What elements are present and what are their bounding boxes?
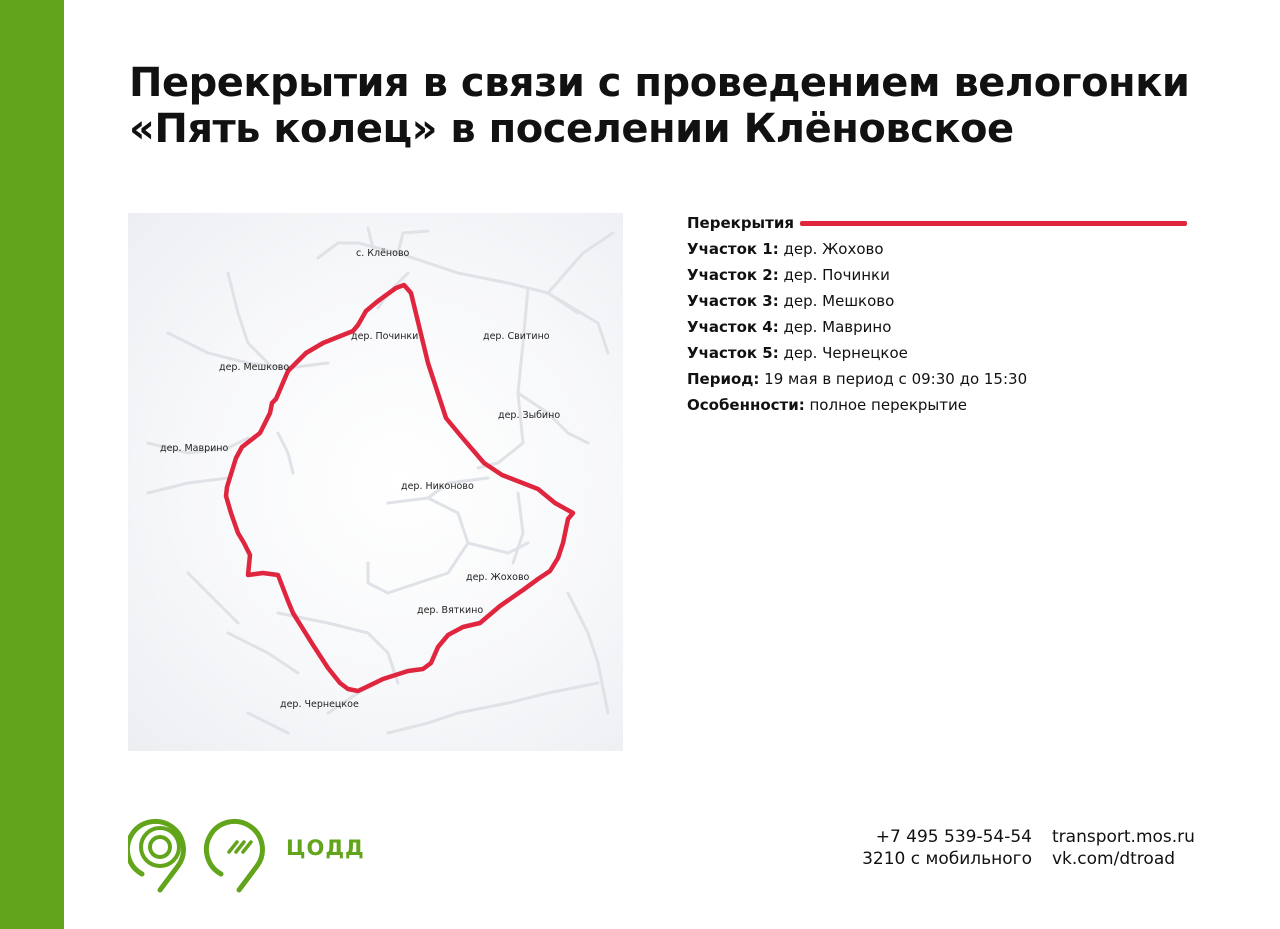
contact-vk[interactable]: vk.com/dtroad — [1052, 849, 1176, 869]
contacts-web — [1052, 826, 1195, 870]
legend-row — [687, 392, 1187, 418]
road — [568, 593, 608, 713]
map-label-vyatkino: дер. Вяткино — [417, 605, 484, 616]
road — [248, 713, 288, 733]
logo-mark-icon — [128, 814, 278, 894]
map-label-nikonovo: дер. Никоново — [401, 481, 474, 492]
road — [188, 573, 238, 623]
legend-heading: Перекрытия — [687, 214, 794, 232]
map-label-pochinki: дер. Починки — [351, 331, 419, 342]
route-map — [128, 213, 623, 751]
legend-row-label: Период: — [687, 370, 760, 388]
map-canvas — [128, 213, 623, 751]
legend-row — [687, 236, 1187, 262]
road — [548, 293, 608, 353]
legend-row-value: дер. Маврино — [778, 318, 892, 336]
codd-logo — [128, 814, 368, 894]
map-label-zybino: дер. Зыбино — [498, 410, 561, 421]
legend-heading-row — [687, 210, 1187, 236]
legend-row — [687, 288, 1187, 314]
contact-site[interactable]: transport.mos.ru — [1052, 827, 1195, 847]
map-label-chernetskoe: дер. Чернецкое — [280, 699, 359, 710]
legend-row — [687, 340, 1187, 366]
map-label-meshkovo: дер. Мешково — [219, 362, 290, 373]
legend-row-value: 19 мая в период с 09:30 до 15:30 — [759, 370, 1028, 388]
road — [318, 243, 358, 258]
road — [388, 683, 598, 733]
legend — [687, 210, 1187, 418]
title-line-1: Перекрытия в связи с проведением велогонки — [129, 60, 1190, 106]
road — [278, 433, 293, 473]
legend-row-label: Участок 2: — [687, 266, 779, 284]
legend-row-value: дер. Чернецкое — [778, 344, 908, 362]
legend-row-label: Участок 4: — [687, 318, 779, 336]
page-title — [129, 60, 1229, 152]
title-line-2: «Пять колец» в поселении Клёновское — [129, 106, 1014, 152]
legend-row-label: Участок 1: — [687, 240, 779, 258]
closure-route — [226, 285, 573, 691]
legend-row — [687, 314, 1187, 340]
logo-text: ЦОДД — [286, 836, 365, 860]
map-label-klenovo: с. Клёново — [356, 248, 410, 259]
roads — [148, 228, 613, 733]
contact-mobile: 3210 с мобильного — [862, 849, 1032, 869]
road — [228, 633, 298, 673]
legend-row-label: Участок 5: — [687, 344, 779, 362]
contacts-phones — [840, 826, 1032, 870]
road — [368, 498, 468, 593]
legend-rows — [687, 236, 1187, 418]
road — [548, 233, 613, 293]
road — [478, 288, 528, 468]
map-label-zhokhovo: дер. Жохово — [466, 572, 530, 583]
road — [148, 478, 228, 493]
legend-row-label: Участок 3: — [687, 292, 779, 310]
contact-phone: +7 495 539-54-54 — [875, 827, 1032, 847]
legend-row — [687, 262, 1187, 288]
map-label-mavrino: дер. Маврино — [160, 443, 229, 454]
legend-row-value: дер. Жохово — [778, 240, 884, 258]
legend-row-value: дер. Починки — [778, 266, 890, 284]
legend-row-value: дер. Мешково — [778, 292, 895, 310]
legend-closure-line — [800, 221, 1187, 226]
road — [228, 273, 268, 363]
road — [513, 493, 523, 563]
legend-row — [687, 366, 1187, 392]
green-side-bar — [0, 0, 64, 929]
legend-row-value: полное перекрытие — [804, 396, 967, 414]
map-label-svitino: дер. Свитино — [483, 331, 550, 342]
legend-row-label: Особенности: — [687, 396, 805, 414]
